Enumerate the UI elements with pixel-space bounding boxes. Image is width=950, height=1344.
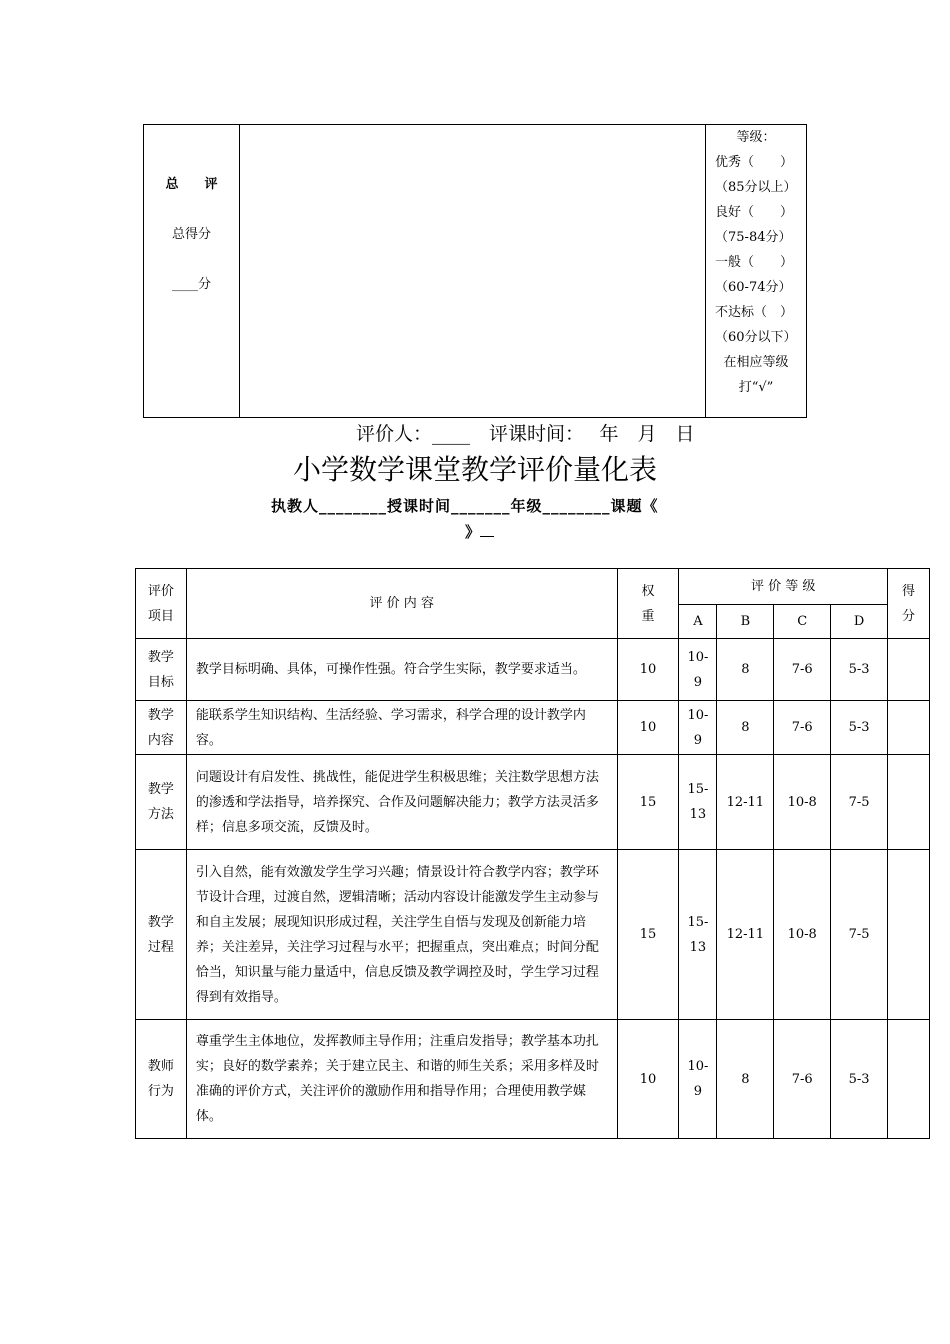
header-grade-b: B bbox=[717, 605, 774, 639]
grade-note-1: 在相应等级 bbox=[723, 355, 789, 370]
header-grade-d: D bbox=[831, 605, 888, 639]
row-score-input[interactable] bbox=[888, 1020, 930, 1139]
row-content: 尊重学生主体地位，发挥教师主导作用；注重启发指导；教学基本功扎实；良好的数学素养；关于建立民主、和谐的师生关系；采用多样及时准确的评价方式，关注评价的激励作用和指导作用；合理使用教学媒体。 bbox=[186, 1020, 617, 1139]
row-grade-b: 8 bbox=[717, 639, 774, 701]
row-grade-c: 7-6 bbox=[774, 701, 831, 755]
grade-fail[interactable]: 不达标（ ） bbox=[715, 305, 794, 320]
row-weight: 10 bbox=[617, 639, 679, 701]
summary-table bbox=[143, 124, 807, 418]
row-weight: 10 bbox=[617, 1020, 679, 1139]
row-weight: 15 bbox=[617, 755, 679, 850]
summary-comment-area[interactable] bbox=[239, 125, 705, 418]
row-grade-c: 7-6 bbox=[774, 1020, 831, 1139]
row-score-input[interactable] bbox=[888, 701, 930, 755]
row-grade-d: 5-3 bbox=[831, 1020, 888, 1139]
page-title: 小学数学课堂教学评价量化表 bbox=[292, 453, 657, 486]
row-grade-d: 5-3 bbox=[831, 701, 888, 755]
row-content: 引入自然，能有效激发学生学习兴趣；情景设计符合教学内容；教学环节设计合理，过渡自然，逻辑清晰；活动内容设计能激发学生主动参与和自主发展；展现知识形成过程，关注学生自悟与发现及创新能力培养；关注差异，关注学习过程与水平；把握重点，突出难点；时间分配恰当，知识量与能力量适中，信息反馈及教学调控及时，学生学习过程得到有效指导。 bbox=[186, 850, 617, 1020]
row-content: 能联系学生知识结构、生活经验、学习需求，科学合理的设计教学内容。 bbox=[186, 701, 617, 755]
row-grade-b: 8 bbox=[717, 1020, 774, 1139]
row-grade-c: 10-8 bbox=[774, 755, 831, 850]
header-grade-c: C bbox=[774, 605, 831, 639]
header-item: 评价 项目 bbox=[136, 569, 187, 639]
grade-excellent-range: （85分以上） bbox=[715, 180, 797, 195]
row-grade-b: 12-11 bbox=[717, 755, 774, 850]
row-item: 教学 内容 bbox=[136, 701, 187, 755]
grade-excellent[interactable]: 优秀（ ） bbox=[715, 155, 794, 170]
row-grade-d: 5-3 bbox=[831, 639, 888, 701]
lesson-topic-close: 》 bbox=[465, 523, 481, 541]
header-grade-a: A bbox=[679, 605, 717, 639]
row-item: 教学 目标 bbox=[136, 639, 187, 701]
row-item: 教学 过程 bbox=[136, 850, 187, 1020]
summary-title: 总 评 bbox=[165, 177, 218, 192]
topic-underline bbox=[480, 522, 494, 537]
evaluation-table bbox=[135, 568, 930, 1139]
row-grade-c: 7-6 bbox=[774, 639, 831, 701]
row-score-input[interactable] bbox=[888, 639, 930, 701]
row-grade-b: 8 bbox=[717, 701, 774, 755]
grade-note-2: 打“√” bbox=[738, 380, 774, 395]
table-row bbox=[136, 755, 930, 850]
row-grade-a: 10- 9 bbox=[679, 1020, 717, 1139]
table-row bbox=[136, 850, 930, 1020]
grade-level-cell bbox=[706, 125, 807, 418]
lesson-info-line-end bbox=[465, 521, 494, 542]
header-grade-group: 评 价 等 级 bbox=[679, 569, 888, 605]
row-grade-b: 12-11 bbox=[717, 850, 774, 1020]
row-score-input[interactable] bbox=[888, 850, 930, 1020]
row-item: 教学 方法 bbox=[136, 755, 187, 850]
evaluator-line: 评价人：____ 评课时间： 年 月 日 bbox=[356, 423, 695, 445]
grade-good[interactable]: 良好（ ） bbox=[715, 205, 794, 220]
grade-good-range: （75-84分） bbox=[715, 230, 792, 245]
grade-fail-range: （60分以下） bbox=[715, 330, 797, 345]
row-grade-a: 15- 13 bbox=[679, 850, 717, 1020]
row-item: 教师 行为 bbox=[136, 1020, 187, 1139]
row-content: 教学目标明确、具体，可操作性强。符合学生实际，教学要求适当。 bbox=[186, 639, 617, 701]
row-grade-a: 15- 13 bbox=[679, 755, 717, 850]
table-row bbox=[136, 701, 930, 755]
lesson-info-line: 执教人________授课时间_______年级________课题《 bbox=[271, 497, 659, 515]
row-grade-c: 10-8 bbox=[774, 850, 831, 1020]
row-grade-a: 10- 9 bbox=[679, 639, 717, 701]
header-content: 评 价 内 容 bbox=[186, 569, 617, 639]
grade-label: 等级： bbox=[736, 130, 776, 145]
summary-left-cell bbox=[144, 125, 240, 418]
row-content: 问题设计有启发性、挑战性，能促进学生积极思维；关注数学思想方法的渗透和学法指导，培养探究、合作及问题解决能力；教学方法灵活多样；信息多项交流，反馈及时。 bbox=[186, 755, 617, 850]
table-row bbox=[136, 1020, 930, 1139]
table-row bbox=[136, 639, 930, 701]
row-weight: 10 bbox=[617, 701, 679, 755]
header-weight: 权 重 bbox=[617, 569, 679, 639]
header-score: 得 分 bbox=[888, 569, 930, 639]
total-score-blank: ____分 bbox=[171, 277, 211, 292]
grade-average[interactable]: 一般（ ） bbox=[715, 255, 794, 270]
row-grade-d: 7-5 bbox=[831, 850, 888, 1020]
row-score-input[interactable] bbox=[888, 755, 930, 850]
row-grade-a: 10- 9 bbox=[679, 701, 717, 755]
total-score-label: 总得分 bbox=[171, 227, 211, 242]
row-weight: 15 bbox=[617, 850, 679, 1020]
grade-average-range: （60-74分） bbox=[715, 280, 792, 295]
row-grade-d: 7-5 bbox=[831, 755, 888, 850]
